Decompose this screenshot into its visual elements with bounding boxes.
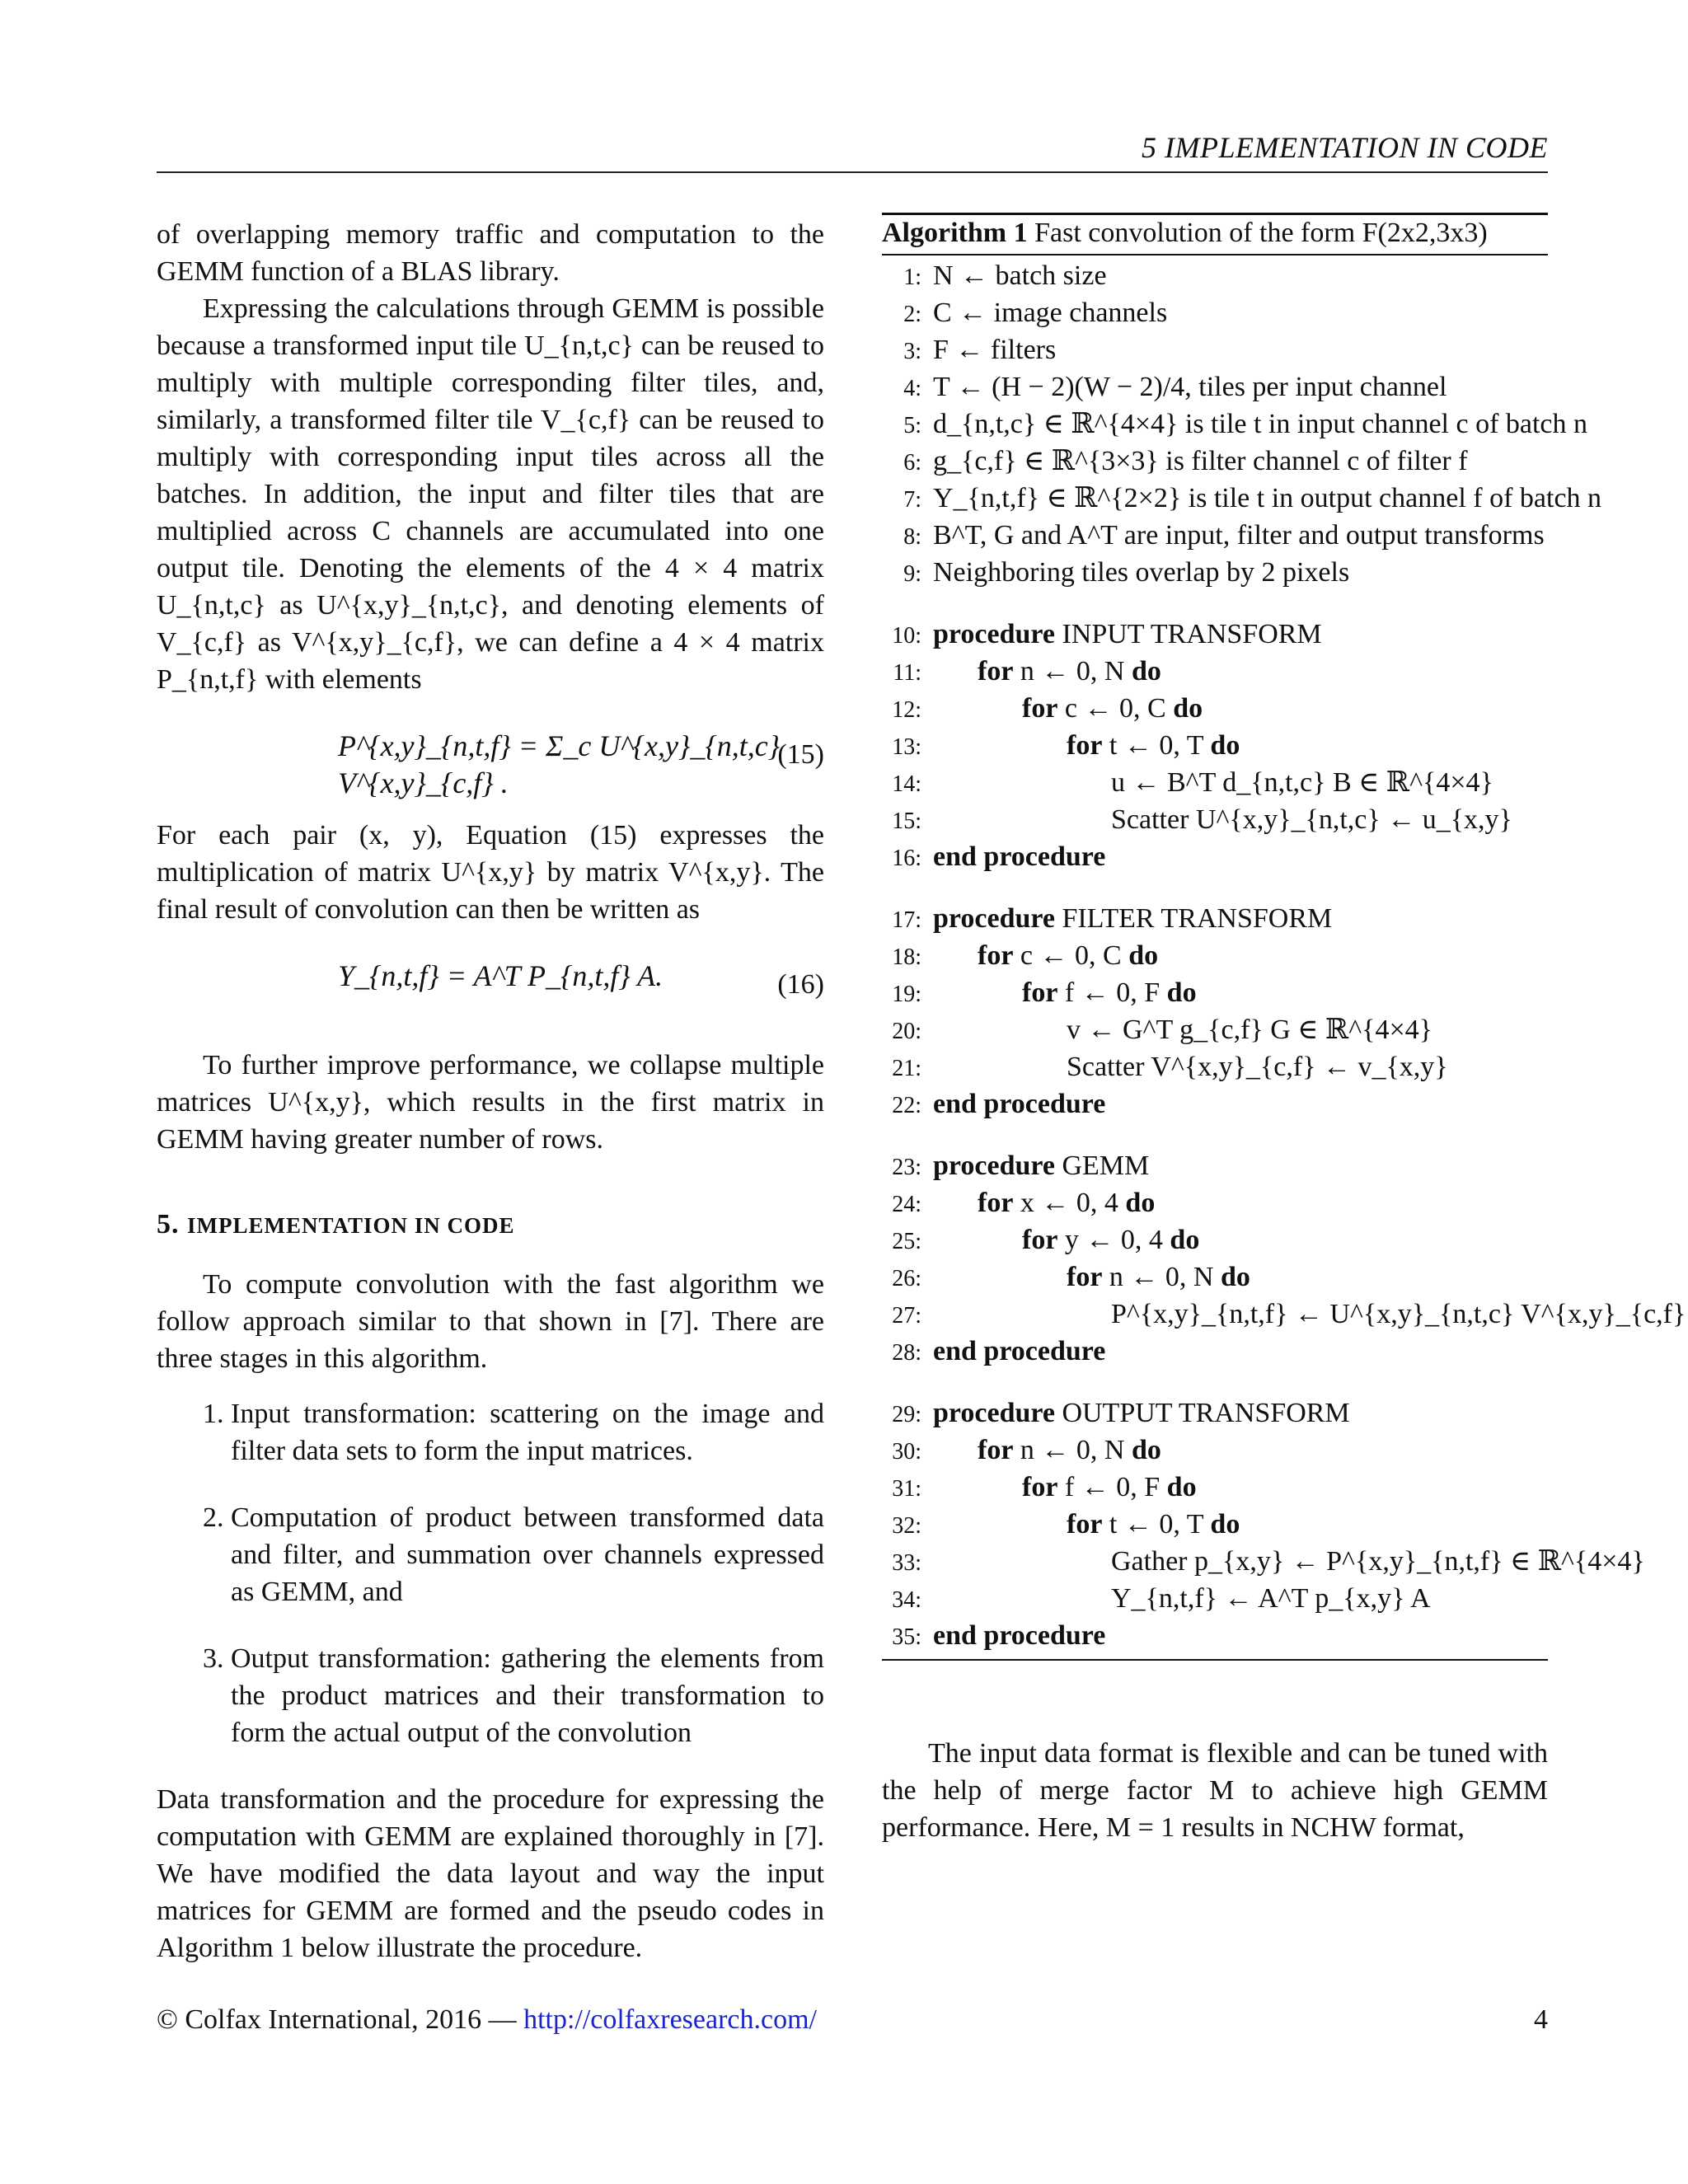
algorithm-line bbox=[882, 517, 1548, 554]
algorithm-line-number: 4: bbox=[903, 376, 921, 401]
algorithm-line-text: procedure GEMM bbox=[933, 1151, 1150, 1181]
algorithm-line-text: C ← image channels bbox=[933, 298, 1168, 328]
running-header bbox=[157, 130, 1548, 173]
algorithm-line-number: 9: bbox=[903, 561, 921, 587]
algorithm-line-number: 18: bbox=[892, 944, 921, 970]
equation-15-body: P^{x,y}_{n,t,f} = Σ_c U^{x,y}_{n,t,c} V^{x,y}_{c,f} . bbox=[338, 729, 781, 799]
right-paragraph-1: The input data format is flexible and can be tuned with the help of merge factor M to achieve high GEMM performance. Here, M = 1 results in NCHW format, bbox=[882, 1738, 1548, 1843]
algorithm-line-text: Scatter V^{x,y}_{c,f} ← v_{x,y} bbox=[1067, 1052, 1448, 1082]
list-item: 1. Input transformation: scattering on the image and filter data sets to form the input matrices. bbox=[231, 1395, 824, 1469]
paragraph-6: Data transformation and the procedure for expressing the computation with GEMM are explained thoroughly in [7]. We have modified the data layout and way the input matrices for GEMM are formed and the pseudo codes in Algorithm 1 below illustrate the procedure. bbox=[157, 1784, 824, 1963]
paragraph-4: To further improve performance, we collapse multiple matrices U^{x,y}, which results in the first matrix in GEMM having greater number of rows. bbox=[157, 1050, 824, 1155]
algorithm-line bbox=[882, 1011, 1548, 1048]
algorithm-line bbox=[882, 1469, 1548, 1506]
algorithm-line-number: 33: bbox=[892, 1550, 921, 1576]
algorithm-line bbox=[882, 1296, 1686, 1333]
algorithm-line-number: 13: bbox=[892, 734, 921, 760]
algorithm-line bbox=[882, 1184, 1548, 1221]
stages-list bbox=[157, 1395, 824, 1751]
algorithm-line-text: procedure FILTER TRANSFORM bbox=[933, 903, 1333, 934]
algorithm-line-text: for n ← 0, N do bbox=[1067, 1262, 1250, 1292]
algorithm-line bbox=[882, 1333, 1548, 1370]
algorithm-line-text: end procedure bbox=[933, 1089, 1106, 1119]
algorithm-line-number: 32: bbox=[892, 1513, 921, 1539]
section-heading bbox=[157, 1206, 824, 1244]
algorithm-line-number: 6: bbox=[903, 450, 921, 476]
algorithm-line-number: 11: bbox=[893, 660, 921, 686]
algorithm-line-text: Y_{n,t,f} ← A^T p_{x,y} A bbox=[1111, 1583, 1431, 1614]
section-title: IMPLEMENTATION IN CODE bbox=[187, 1213, 515, 1238]
algorithm-line-number: 27: bbox=[892, 1303, 921, 1329]
algorithm-line-number: 35: bbox=[892, 1624, 921, 1650]
algorithm-line-number: 1: bbox=[903, 265, 921, 290]
equation-15 bbox=[157, 719, 824, 802]
algorithm-line bbox=[882, 974, 1548, 1011]
algorithm-spacer bbox=[882, 591, 1548, 616]
algorithm-line-text: for n ← 0, N do bbox=[978, 656, 1161, 687]
algorithm-line bbox=[882, 1147, 1548, 1184]
algorithm-line-text: for f ← 0, F do bbox=[1022, 1472, 1197, 1502]
footer-url-link[interactable]: http://colfaxresearch.com/ bbox=[523, 2004, 817, 2035]
algorithm-line-text: d_{n,t,c} ∈ ℝ^{4×4} is tile t in input channel c of batch n bbox=[933, 409, 1588, 439]
algorithm-line-text: for t ← 0, T do bbox=[1067, 1509, 1240, 1540]
algorithm-line-text: Neighboring tiles overlap by 2 pixels bbox=[933, 557, 1350, 588]
algorithm-line-number: 7: bbox=[903, 487, 921, 513]
algorithm-caption bbox=[882, 215, 1548, 255]
algorithm-line-text: for t ← 0, T do bbox=[1067, 730, 1240, 761]
list-item: 2. Computation of product between transformed data and filter, and summation over channels expressed as GEMM, and bbox=[231, 1499, 824, 1610]
paragraph-3: For each pair (x, y), Equation (15) expresses the multiplication of matrix U^{x,y} by matrix V^{x,y}. The final result of convolution can then be written as bbox=[157, 820, 824, 925]
algorithm-line bbox=[882, 1221, 1548, 1258]
algorithm-line bbox=[882, 1258, 1548, 1296]
algorithm-line-text: Y_{n,t,f} ∈ ℝ^{2×2} is tile t in output channel f of batch n bbox=[933, 483, 1602, 513]
algorithm-line-number: 12: bbox=[892, 697, 921, 723]
algorithm-lines bbox=[882, 255, 1686, 1659]
algorithm-line bbox=[882, 1543, 1645, 1580]
algorithm-line-text: N ← batch size bbox=[933, 260, 1107, 291]
algorithm-line-text: Gather p_{x,y} ← P^{x,y}_{n,t,f} ∈ ℝ^{4×4} bbox=[1111, 1546, 1645, 1577]
algorithm-line bbox=[882, 257, 1548, 294]
algorithm-line bbox=[882, 616, 1548, 653]
algorithm-line-number: 21: bbox=[892, 1056, 921, 1081]
algorithm-line bbox=[882, 690, 1548, 727]
paragraph-2: Expressing the calculations through GEMM is possible because a transformed input tile U_{n,t,c} can be reused to multiply with multiple corresponding filter tiles, and, similarly, a transformed filter tile V_{c,f} can be reused to multiply with corresponding input tiles across all the batches. In addition, the input and filter tiles that are multiplied across C channels are accumulated into one output tile. Denoting the elements of the 4 × 4 matrix U_{n,t,c} as U^{x,y}_{n,t,c}, and denoting elements of V_{c,f} as V^{x,y}_{c,f}, we can define a 4 × 4 matrix P_{n,t,f} with elements bbox=[157, 293, 824, 695]
algorithm-line bbox=[882, 405, 1588, 443]
algorithm-box bbox=[882, 213, 1686, 1661]
page-number: 4 bbox=[1534, 2004, 1548, 2035]
algorithm-line-text: Scatter U^{x,y}_{n,t,c} ← u_{x,y} bbox=[1111, 804, 1512, 835]
algorithm-line bbox=[882, 443, 1548, 480]
algorithm-line-text: u ← B^T d_{n,t,c} B ∈ ℝ^{4×4} bbox=[1111, 767, 1493, 798]
algorithm-line-text: for n ← 0, N do bbox=[978, 1435, 1161, 1465]
algorithm-line-number: 26: bbox=[892, 1266, 921, 1291]
algorithm-line-number: 22: bbox=[892, 1093, 921, 1118]
algorithm-line bbox=[882, 838, 1548, 875]
algorithm-line bbox=[882, 368, 1548, 405]
algorithm-line bbox=[882, 554, 1548, 591]
algorithm-line-number: 16: bbox=[892, 846, 921, 871]
algorithm-line bbox=[882, 900, 1548, 937]
algorithm-line-number: 23: bbox=[892, 1155, 921, 1180]
algorithm-line-text: for f ← 0, F do bbox=[1022, 977, 1197, 1008]
paragraph-1: of overlapping memory traffic and computation to the GEMM function of a BLAS library. bbox=[157, 219, 824, 287]
algorithm-line-text: procedure INPUT TRANSFORM bbox=[933, 619, 1322, 649]
algorithm-line-number: 15: bbox=[892, 808, 921, 834]
algorithm-line bbox=[882, 1580, 1548, 1617]
algorithm-line-text: T ← (H − 2)(W − 2)/4, tiles per input channel bbox=[933, 372, 1447, 402]
algorithm-line bbox=[882, 653, 1548, 690]
algorithm-spacer bbox=[882, 875, 1548, 900]
algorithm-line-text: for c ← 0, C do bbox=[978, 940, 1159, 971]
algorithm-line-text: end procedure bbox=[933, 1336, 1106, 1366]
algorithm-line bbox=[882, 937, 1548, 974]
algorithm-line bbox=[882, 801, 1548, 838]
algorithm-line bbox=[882, 727, 1548, 764]
equation-15-number: (15) bbox=[777, 739, 824, 770]
algorithm-line-text: F ← filters bbox=[933, 335, 1057, 365]
algorithm-line bbox=[882, 1617, 1548, 1654]
algorithm-spacer bbox=[882, 1370, 1548, 1394]
algorithm-line-number: 14: bbox=[892, 771, 921, 797]
algorithm-line-number: 24: bbox=[892, 1192, 921, 1217]
algorithm-line-text: end procedure bbox=[933, 1620, 1106, 1651]
algorithm-line bbox=[882, 1506, 1548, 1543]
algorithm-line bbox=[882, 331, 1548, 368]
algorithm-line-number: 25: bbox=[892, 1229, 921, 1254]
list-item: 3. Output transformation: gathering the elements from the product matrices and their transformation to form the actual output of the convolution bbox=[231, 1640, 824, 1751]
algorithm-line-number: 34: bbox=[892, 1587, 921, 1613]
header-title: 5 IMPLEMENTATION IN CODE bbox=[1142, 131, 1548, 164]
algorithm-line bbox=[882, 1048, 1548, 1085]
algorithm-line-number: 31: bbox=[892, 1476, 921, 1502]
algorithm-label: Algorithm 1 bbox=[882, 218, 1028, 248]
algorithm-line-text: end procedure bbox=[933, 841, 1106, 872]
paragraph-5: To compute convolution with the fast algorithm we follow approach similar to that shown in [7]. There are three stages in this algorithm. bbox=[157, 1269, 824, 1374]
algorithm-line-number: 8: bbox=[903, 524, 921, 550]
algorithm-line bbox=[882, 1432, 1548, 1469]
algorithm-line-text: procedure OUTPUT TRANSFORM bbox=[933, 1398, 1350, 1428]
algorithm-line bbox=[882, 1394, 1548, 1432]
algorithm-line-text: for c ← 0, C do bbox=[1022, 693, 1203, 724]
algorithm-line-number: 28: bbox=[892, 1340, 921, 1366]
right-column bbox=[882, 213, 1686, 1846]
algorithm-line-text: for y ← 0, 4 do bbox=[1022, 1225, 1200, 1255]
footer bbox=[157, 2004, 1548, 2036]
algorithm-caption-text: Fast convolution of the form F(2x2,3x3) bbox=[1034, 218, 1488, 248]
algorithm-line-text: v ← G^T g_{c,f} G ∈ ℝ^{4×4} bbox=[1067, 1015, 1432, 1045]
algorithm-line bbox=[882, 480, 1602, 517]
left-column bbox=[157, 216, 824, 1966]
algorithm-line-number: 29: bbox=[892, 1402, 921, 1427]
algorithm-line-number: 30: bbox=[892, 1439, 921, 1465]
section-number: 5. bbox=[157, 1209, 180, 1240]
algorithm-line bbox=[882, 294, 1548, 331]
algorithm-line-number: 10: bbox=[892, 623, 921, 649]
algorithm-line-text: B^T, G and A^T are input, filter and output transforms bbox=[933, 520, 1545, 551]
equation-16-body: Y_{n,t,f} = A^T P_{n,t,f} A. bbox=[338, 959, 663, 992]
footer-copyright: © Colfax International, 2016 — bbox=[157, 2004, 517, 2035]
equation-16 bbox=[157, 949, 824, 1032]
algorithm-line-number: 3: bbox=[903, 339, 921, 364]
algorithm-line-text: for x ← 0, 4 do bbox=[978, 1188, 1156, 1218]
algorithm-line-number: 20: bbox=[892, 1019, 921, 1044]
algorithm-line-number: 2: bbox=[903, 302, 921, 327]
algorithm-line bbox=[882, 1085, 1548, 1122]
algorithm-line-text: P^{x,y}_{n,t,f} ← U^{x,y}_{n,t,c} V^{x,y}_{c,f} bbox=[1111, 1299, 1686, 1329]
algorithm-line-number: 17: bbox=[892, 907, 921, 933]
algorithm-line-number: 19: bbox=[892, 982, 921, 1007]
algorithm-spacer bbox=[882, 1122, 1548, 1147]
algorithm-line bbox=[882, 764, 1548, 801]
equation-16-number: (16) bbox=[777, 969, 824, 1000]
algorithm-line-text: g_{c,f} ∈ ℝ^{3×3} is filter channel c of filter f bbox=[933, 446, 1468, 476]
algorithm-line-number: 5: bbox=[903, 413, 921, 438]
